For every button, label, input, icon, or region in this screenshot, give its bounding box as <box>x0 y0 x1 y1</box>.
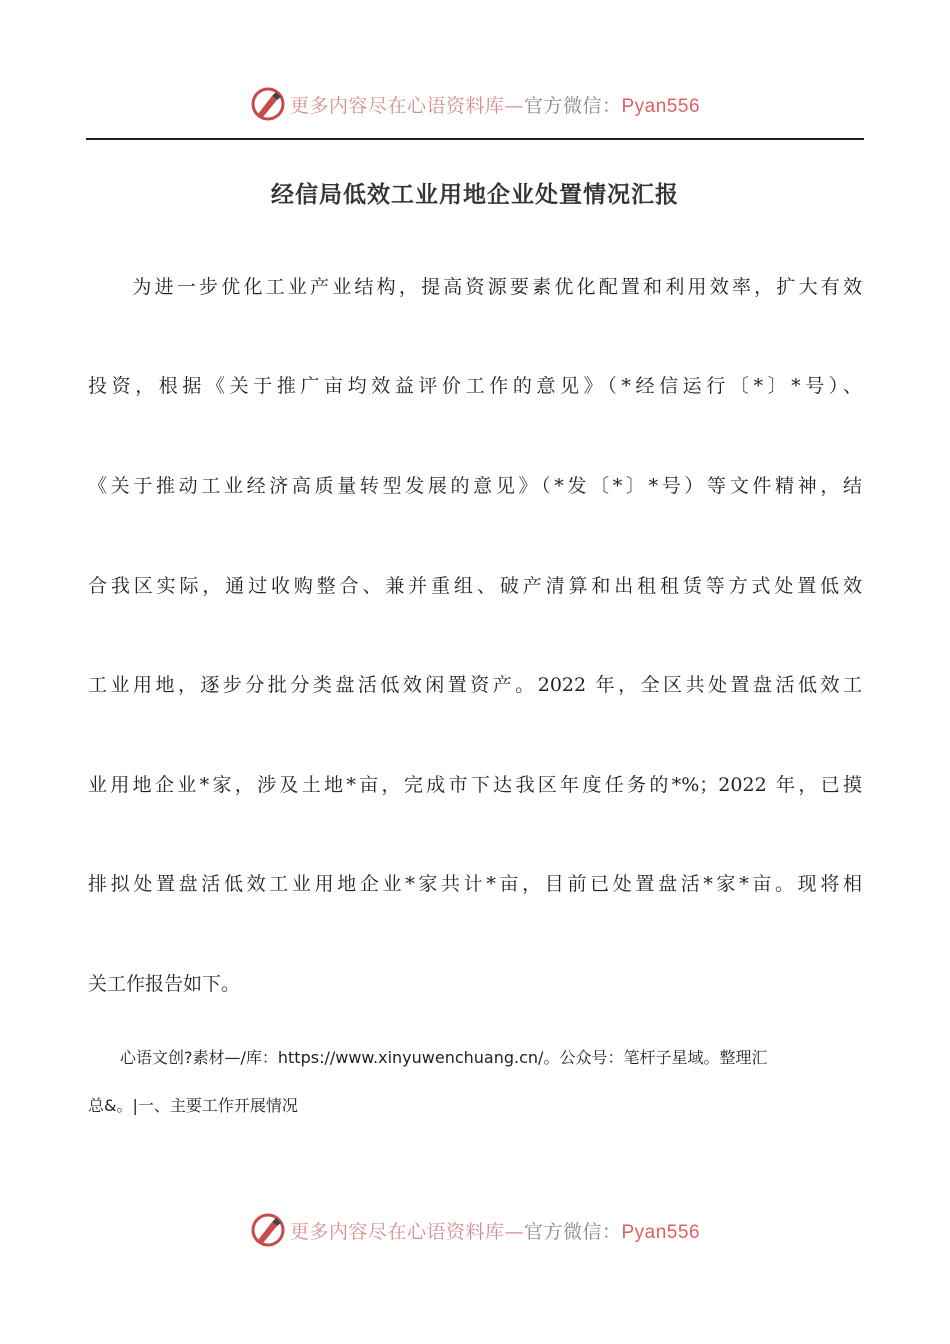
body-line-3: 《关于推动工业经济高质量转型发展的意见》（*发〔*〕*号）等文件精神，结 <box>88 475 862 497</box>
banner-prefix: 更多内容尽在心语资料库 <box>289 94 505 117</box>
note-line-1: 心语文创?素材—/库：https://www.xinyuwenchuang.cn/。公众号：笔杆子星域。整理汇 <box>88 1048 768 1067</box>
document-title: 经信局低效工业用地企业处置情况汇报 <box>271 182 679 208</box>
body-line-6: 业用地企业*家，涉及土地*亩，完成市下达我区年度任务的*%；2022 年，已摸 <box>88 774 862 796</box>
banner-text <box>290 91 700 118</box>
body-line-5: 工业用地，逐步分批分类盘活低效闲置资产。2022 年，全区共处置盘活低效工 <box>88 674 862 696</box>
body-line-4: 合我区实际，通过收购整合、兼并重组、破产清算和出租租赁等方式处置低效 <box>88 575 862 597</box>
body-line-2: 投资，根据《关于推广亩均效益评价工作的意见》（*经信运行〔*〕*号）、 <box>88 375 862 397</box>
banner-official: 官方微信： <box>523 94 622 117</box>
header-rule <box>86 138 864 140</box>
section-heading-line: 总&。|一、主要工作开展情况 <box>88 1096 298 1115</box>
banner-text <box>290 1217 700 1244</box>
body-line-1: 为进一步优化工业产业结构，提高资源要素优化配置和利用效率，扩大有效 <box>88 276 862 298</box>
banner-prefix: 更多内容尽在心语资料库 <box>289 1220 505 1243</box>
pen-logo-icon <box>250 1212 286 1248</box>
banner-separator: — <box>504 1220 524 1243</box>
body-line-8: 关工作报告如下。 <box>88 973 241 995</box>
footer-banner <box>0 1210 950 1250</box>
banner-official: 官方微信： <box>523 1220 622 1243</box>
header-banner <box>0 84 950 124</box>
pen-logo-icon <box>250 86 286 122</box>
banner-handle: Pyan556 <box>621 95 701 117</box>
body-line-7: 排拟处置盘活低效工业用地企业*家共计*亩，目前已处置盘活*家*亩。现将相 <box>88 873 862 895</box>
banner-handle: Pyan556 <box>621 1221 701 1243</box>
banner-separator: — <box>504 94 524 117</box>
